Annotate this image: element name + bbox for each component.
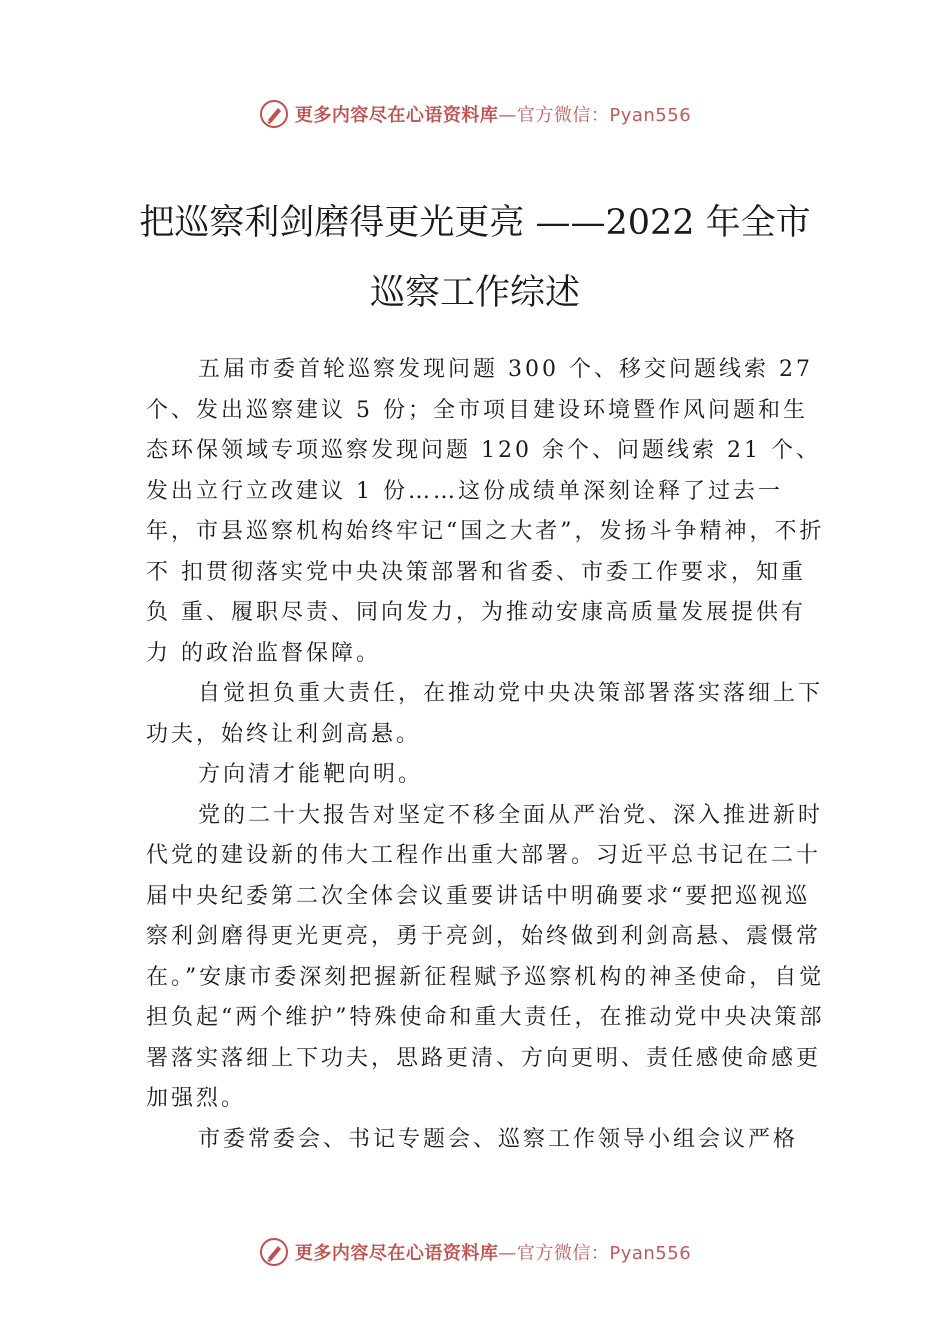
watermark-main: 更多内容尽在心语资料库 (294, 105, 499, 126)
header-watermark (0, 94, 950, 134)
footer-watermark (0, 1232, 950, 1272)
watermark-main: 更多内容尽在心语资料库 (294, 1243, 499, 1264)
paragraph: 自觉担负重大责任，在推动党中央决策部署落实落细上下功夫，始终让利剑高悬。 (146, 681, 824, 747)
watermark-separator: — (498, 105, 517, 126)
paragraph: 市委常委会、书记专题会、巡察工作领导小组会议严格 (198, 1126, 799, 1152)
title-line-1: 把巡察利剑磨得更光更亮 ——2022 年全市 (139, 203, 811, 243)
watermark-wechat-label: 官方微信： (516, 105, 610, 126)
watermark-text (295, 1239, 691, 1265)
pen-logo-icon (259, 99, 289, 129)
watermark-wechat-id: Pyan556 (609, 1243, 692, 1264)
title-line-2: 巡察工作综述 (369, 273, 580, 313)
watermark-wechat-label: 官方微信： (516, 1243, 610, 1264)
paragraph: 党的二十大报告对坚定不移全面从严治党、深入推进新时代党的建设新的伟大工程作出重大部署。习近平总书记在二十届中央纪委第二次全体会议重要讲话中明确要求“要把巡视巡察利剑磨得更光更亮，勇于亮剑，始终做到利剑高悬、震慑常在。”安康市委深刻把握新征程赋予巡察机构的神圣使命，自觉担负起“两个维护”特殊使命和重大责任，在推动党中央决策部署落实落细上下功夫，思路更清、方向更明、责任感使命感更加强烈。 (146, 802, 825, 1111)
watermark-wechat-id: Pyan556 (609, 105, 692, 126)
paragraph: 五届市委首轮巡察发现问题 300 个、移交问题线索 27 个、发出巡察建议 5 份；全市项目建设环境暨作风问题和生态环保领域专项巡察发现问题 120 余个、问题线索 21 个、发出立行立改建议 1 份……这份成绩单深刻诠释了过去一年，市县巡察机构始终牢记“国之大者”，发扬斗争精神，不折不 扣贯彻落实党中央决策部署和省委、市委工作要求，知重负 重、履职尽责、同向发力，为推动安康高质量发展提供有力 的政治监督保障。 (146, 357, 825, 666)
document-title (100, 188, 850, 328)
paragraph: 方向清才能靶向明。 (198, 762, 424, 787)
watermark-separator: — (498, 1243, 517, 1264)
watermark-text (295, 101, 691, 127)
pen-logo-icon (259, 1237, 289, 1267)
document-body (146, 350, 826, 1160)
